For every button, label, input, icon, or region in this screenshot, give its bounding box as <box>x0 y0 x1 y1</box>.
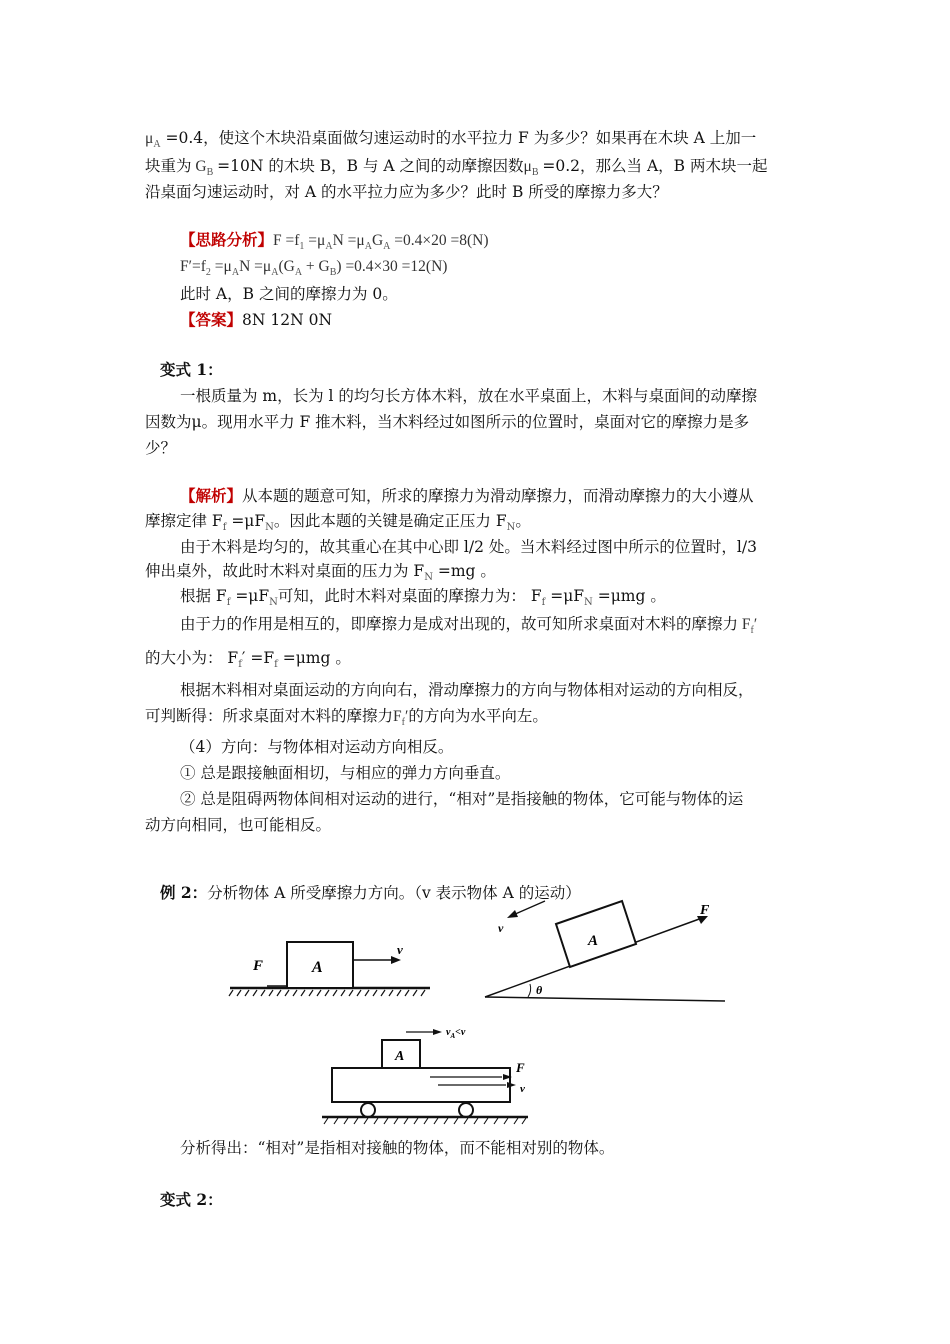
question-line-3: 沿桌面匀速运动时，对 A 的水平拉力应为多少？此时 B 所受的摩擦力多大？ <box>145 183 668 201</box>
fig2-block-label: A <box>588 933 599 949</box>
figure-block-on-cart <box>320 1022 550 1127</box>
analysis-line-3: 此时 A，B 之间的摩擦力为 0。 <box>180 285 398 303</box>
solution-line-12: ② 总是阻碍两物体间相对运动的进行，“相对”是指接触的物体，它可能与物体的运 <box>180 790 744 808</box>
variant-1-title: 变式 1： <box>160 360 223 379</box>
solution-line-11: ① 总是跟接触面相切，与相应的弹力方向垂直。 <box>180 764 511 782</box>
fig1-velocity-label: v <box>397 942 403 957</box>
figure-block-on-floor <box>225 930 435 1000</box>
solution-line-8: 根据木料相对桌面运动的方向向右，滑动摩擦力的方向与物体相对运动的方向相反， <box>180 681 754 699</box>
solution-line-4: 伸出桌外，故此时木料对桌面的压力为 $F_N =mg$ 。 <box>145 562 496 583</box>
solution-line-7: 的大小为： $F_f' =F_f =\mu mg$ 。 <box>145 649 351 670</box>
solution-line-6: 由于力的作用是相互的，即摩擦力是成对出现的，故可知所求桌面对木料的摩擦力 $F_f'$ <box>180 615 758 636</box>
answer-line: 【答案】8N 12N 0N <box>180 310 333 329</box>
example-2-conclusion: 分析得出：“相对”是指相对接触的物体，而不能相对别的物体。 <box>180 1139 615 1157</box>
fig2-velocity-label: v <box>498 921 504 935</box>
fig3-block-velocity-label: $v_A<v$ <box>446 1027 466 1040</box>
variant-1-line-3: 少？ <box>145 439 177 457</box>
analysis-eq-2: $F'=f_2 =\mu_AN =\mu_A(G_A + G_B) =0.4\times 30 =12(N)$ <box>180 258 448 278</box>
solution-line-3: 由于木料是均匀的，故其重心在其中心即 l/2 处。当木料经过图中所示的位置时，l/3 <box>180 538 757 556</box>
fig2-force-label: F <box>700 903 710 918</box>
solution-line-5: 根据 $F_f =\mu F_N$可知，此时木料对桌面的摩擦力为： $F_f =\mu F_N =\mu mg$ 。 <box>180 587 666 608</box>
solution-line-2: 摩擦定律 $F_f =\mu F_N$。因此本题的关键是确定正压力 $F_N$。 <box>145 512 531 533</box>
fig1-force-label: F <box>253 958 264 974</box>
analysis-eq-1: 【思路分析】$F =f_1 =\mu_AN =\mu_AG_A =0.4\times 20 =8(N)$ <box>180 230 489 252</box>
fig3-force-label: F <box>516 1060 525 1075</box>
fig3-block-label: A <box>395 1049 405 1064</box>
variant-2-title: 变式 2： <box>160 1190 223 1209</box>
fig2-angle-label: θ <box>536 983 543 997</box>
solution-line-10: （4）方向：与物体相对运动方向相反。 <box>180 738 454 756</box>
solution-line-13: 动方向相同，也可能相反。 <box>145 816 332 834</box>
variant-1-line-1: 一根质量为 m，长为 l 的均匀长方体木料，放在水平桌面上，木料与桌面间的动摩擦 <box>180 387 757 405</box>
example-2-heading: 例 2：分析物体 A 所受摩擦力方向。（v 表示物体 A 的运动） <box>160 883 581 902</box>
variant-1-line-2: 因数为μ。现用水平力 F 推木料，当木料经过如图所示的位置时，桌面对它的摩擦力是多 <box>145 413 750 431</box>
fig3-velocity-label: v <box>520 1083 525 1095</box>
question-line-2: 块重为 $G_B =10N$ 的木块 B，B 与 A 之间的动摩擦因数$\mu_B =0.2$，那么当 A，B 两木块一起 <box>145 157 768 178</box>
solution-line-9: 可判断得：所求桌面对木料的摩擦力$F_f'$的方向为水平向左。 <box>145 707 548 728</box>
fig1-block-label: A <box>312 959 323 976</box>
figure-block-on-incline <box>480 898 730 1008</box>
question-line-1: $\mu_A =0.4$，使这个木块沿桌面做匀速运动时的水平拉力 F 为多少？如果再在木块 A 上加一 <box>145 129 757 150</box>
solution-line-1: 【解析】从本题的题意可知，所求的摩擦力为滑动摩擦力，而滑动摩擦力的大小遵从 <box>180 486 754 505</box>
